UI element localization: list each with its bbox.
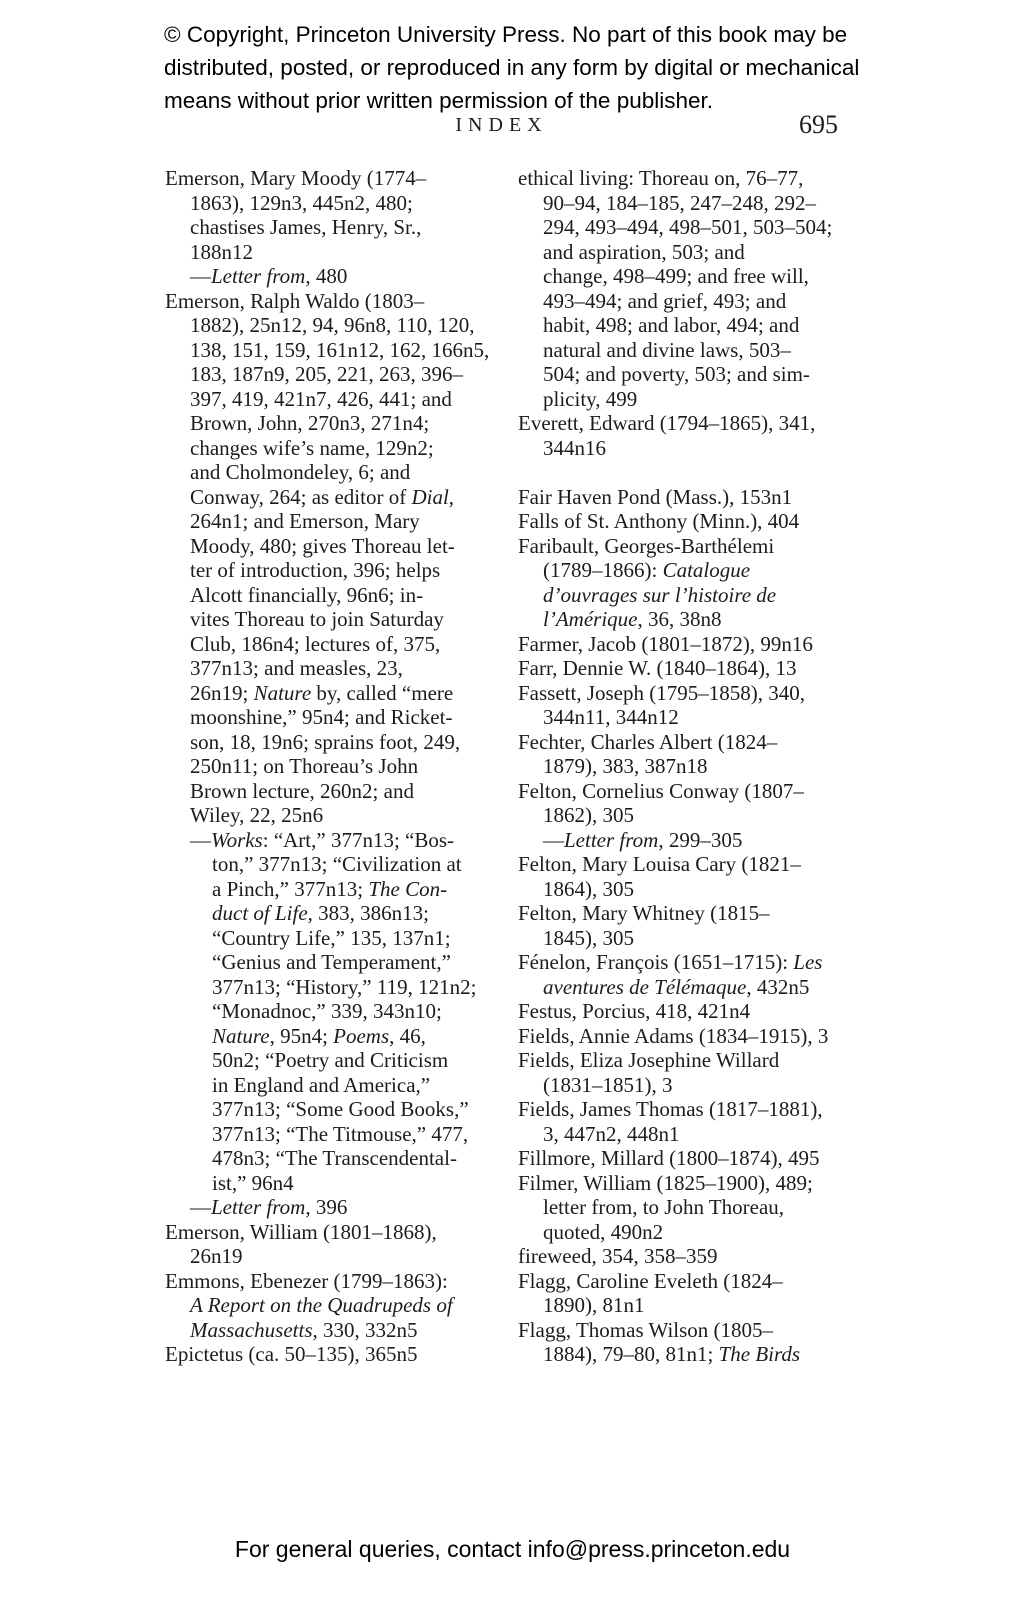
index-line: 504; and poverty, 503; and sim- bbox=[543, 362, 810, 386]
index-line: Felton, Mary Whitney (1815– bbox=[518, 901, 770, 925]
index-line: 183, 187n9, 205, 221, 263, 396– bbox=[190, 362, 463, 386]
index-line: and Cholmondeley, 6; and bbox=[190, 460, 411, 484]
index-line: Everett, Edward (1794–1865), 341, bbox=[518, 411, 816, 435]
index-line: Brown, John, 270n3, 271n4; bbox=[190, 411, 430, 435]
index-line: Emmons, Ebenezer (1799–1863): bbox=[165, 1268, 448, 1293]
index-line: Filmer, William (1825–1900), 489; bbox=[518, 1170, 813, 1195]
index-line: quoted, 490n2 bbox=[543, 1219, 664, 1244]
index-line: vites Thoreau to join Saturday bbox=[190, 607, 444, 631]
index-line: 478n3; “The Transcendental- bbox=[212, 1146, 457, 1170]
index-line: 1882), 25n12, 94, 96n8, 110, 120, bbox=[190, 313, 475, 337]
index-line: Festus, Porcius, 418, 421n4 bbox=[518, 999, 751, 1023]
index-line: A Report on the Quadrupeds of bbox=[190, 1293, 453, 1317]
page-number: 695 bbox=[799, 110, 838, 139]
index-line: duct of Life, 383, 386n13; bbox=[212, 901, 430, 925]
index-line: 188n12 bbox=[190, 239, 253, 264]
running-head bbox=[165, 110, 838, 140]
index-line: 1863), 129n3, 445n2, 480; bbox=[190, 190, 413, 215]
index-line: ton,” 377n13; “Civilization at bbox=[212, 852, 462, 876]
copyright-notice bbox=[164, 18, 859, 117]
index-line: Emerson, Ralph Waldo (1803– bbox=[165, 288, 425, 313]
index-line: ethical living: Thoreau on, 76–77, bbox=[518, 166, 804, 190]
index-title: INDEX bbox=[455, 114, 548, 136]
index-line: 26n19; Nature by, called “mere bbox=[190, 680, 454, 705]
index-line: moonshine,” 95n4; and Ricket- bbox=[190, 705, 453, 729]
index-line: Fair Haven Pond (Mass.), 153n1 bbox=[518, 484, 793, 509]
index-line: 397, 419, 421n7, 426, 441; and bbox=[190, 386, 452, 411]
index-line: —Letter from, 299–305 bbox=[543, 827, 743, 852]
index-line: 1884), 79–80, 81n1; The Birds bbox=[543, 1342, 801, 1366]
index-line: Massachusetts, 330, 332n5 bbox=[190, 1317, 418, 1342]
index-line: —Letter from, 480 bbox=[190, 264, 348, 288]
index-line: —Works: “Art,” 377n13; “Bos- bbox=[190, 827, 455, 852]
index-line: changes wife’s name, 129n2; bbox=[190, 435, 434, 460]
index-line: (1831–1851), 3 bbox=[543, 1072, 673, 1097]
copyright-line: © Copyright, Princeton University Press. No part of this book may be bbox=[164, 22, 848, 47]
index-line: “Genius and Temperament,” bbox=[212, 950, 451, 974]
index-line: —Letter from, 396 bbox=[190, 1195, 348, 1219]
index-line: ist,” 96n4 bbox=[212, 1170, 294, 1195]
index-line: “Monadnoc,” 339, 343n10; bbox=[212, 999, 442, 1023]
index-line: 377n13; and measles, 23, bbox=[190, 656, 403, 680]
index-line: Emerson, William (1801–1868), bbox=[165, 1219, 437, 1244]
index-line: and aspiration, 503; and bbox=[543, 239, 745, 264]
index-line: 1879), 383, 387n18 bbox=[543, 754, 708, 778]
index-line: chastises James, Henry, Sr., bbox=[190, 215, 422, 239]
index-line: Flagg, Thomas Wilson (1805– bbox=[518, 1317, 774, 1342]
index-line: 377n13; “History,” 119, 121n2; bbox=[212, 974, 477, 999]
index-left-column bbox=[165, 166, 489, 1367]
copyright-line: means without prior written permission of the publisher. bbox=[164, 88, 714, 113]
index-line: letter from, to John Thoreau, bbox=[543, 1195, 785, 1219]
index-line: natural and divine laws, 503– bbox=[543, 337, 791, 362]
index-line: Moody, 480; gives Thoreau let- bbox=[190, 533, 455, 558]
index-line: 1890), 81n1 bbox=[543, 1293, 645, 1317]
index-line: Fénelon, François (1651–1715): Les bbox=[518, 950, 823, 974]
index-line: Fields, Eliza Josephine Willard bbox=[518, 1048, 780, 1072]
index-line: Felton, Mary Louisa Cary (1821– bbox=[518, 852, 801, 876]
index-line: aventures de Télémaque, 432n5 bbox=[543, 974, 810, 999]
index-line: a Pinch,” 377n13; The Con- bbox=[212, 876, 448, 901]
footer-contact: For general queries, contact info@press.princeton.edu bbox=[234, 1536, 791, 1562]
index-line: Fields, James Thomas (1817–1881), bbox=[518, 1097, 823, 1121]
index-line: 493–494; and grief, 493; and bbox=[543, 288, 787, 313]
index-line: Flagg, Caroline Eveleth (1824– bbox=[518, 1268, 783, 1293]
index-line: 250n11; on Thoreau’s John bbox=[190, 754, 419, 778]
index-line: Faribault, Georges-Barthélemi bbox=[518, 533, 775, 558]
index-line: Epictetus (ca. 50–135), 365n5 bbox=[165, 1342, 418, 1366]
index-line: l’Amérique, 36, 38n8 bbox=[543, 607, 722, 631]
index-right-column bbox=[518, 166, 832, 1367]
index-line bbox=[518, 460, 832, 485]
index-line: Wiley, 22, 25n6 bbox=[190, 803, 324, 827]
index-line: “Country Life,” 135, 137n1; bbox=[212, 925, 451, 950]
index-line: Conway, 264; as editor of Dial, bbox=[190, 484, 455, 509]
index-line: Fassett, Joseph (1795–1858), 340, bbox=[518, 680, 805, 705]
index-line: 1845), 305 bbox=[543, 925, 634, 950]
index-line: Emerson, Mary Moody (1774– bbox=[165, 166, 427, 190]
index-line: (1789–1866): Catalogue bbox=[543, 558, 751, 582]
index-line: plicity, 499 bbox=[543, 386, 638, 411]
index-line: Farr, Dennie W. (1840–1864), 13 bbox=[518, 656, 797, 680]
index-line: Farmer, Jacob (1801–1872), 99n16 bbox=[518, 631, 813, 656]
index-line: 264n1; and Emerson, Mary bbox=[190, 509, 420, 533]
index-line: Nature, 95n4; Poems, 46, bbox=[212, 1023, 426, 1048]
index-line: 1862), 305 bbox=[543, 803, 634, 827]
index-line: fireweed, 354, 358–359 bbox=[518, 1244, 718, 1268]
index-line: Felton, Cornelius Conway (1807– bbox=[518, 778, 804, 803]
index-line: Falls of St. Anthony (Minn.), 404 bbox=[518, 509, 800, 533]
copyright-line: distributed, posted, or reproduced in any form by digital or mechanical bbox=[164, 55, 860, 80]
index-line: in England and America,” bbox=[212, 1072, 431, 1097]
index-line: 3, 447n2, 448n1 bbox=[543, 1121, 680, 1146]
index-line: Fillmore, Millard (1800–1874), 495 bbox=[518, 1146, 820, 1170]
index-line: change, 498–499; and free will, bbox=[543, 264, 809, 288]
index-line: Club, 186n4; lectures of, 375, bbox=[190, 631, 441, 656]
index-line: 377n13; “The Titmouse,” 477, bbox=[212, 1121, 469, 1146]
index-line: Fields, Annie Adams (1834–1915), 3 bbox=[518, 1023, 829, 1048]
index-line: son, 18, 19n6; sprains foot, 249, bbox=[190, 729, 461, 754]
index-line: 138, 151, 159, 161n12, 162, 166n5, bbox=[190, 337, 490, 362]
index-line: Alcott financially, 96n6; in- bbox=[190, 582, 424, 607]
index-line: 294, 493–494, 498–501, 503–504; bbox=[543, 215, 833, 239]
index-line: ter of introduction, 396; helps bbox=[190, 558, 441, 582]
index-line: 344n16 bbox=[543, 435, 606, 460]
index-line: 90–94, 184–185, 247–248, 292– bbox=[543, 190, 816, 215]
index-line: Fechter, Charles Albert (1824– bbox=[518, 729, 778, 754]
index-line: 26n19 bbox=[190, 1244, 243, 1268]
index-line: 344n11, 344n12 bbox=[543, 705, 679, 729]
index-line: habit, 498; and labor, 494; and bbox=[543, 313, 800, 337]
index-line: 377n13; “Some Good Books,” bbox=[212, 1097, 469, 1121]
index-line: d’ouvrages sur l’histoire de bbox=[543, 582, 777, 607]
index-line: Brown lecture, 260n2; and bbox=[190, 778, 414, 803]
index-line: 50n2; “Poetry and Criticism bbox=[212, 1048, 449, 1072]
index-line: 1864), 305 bbox=[543, 876, 634, 901]
